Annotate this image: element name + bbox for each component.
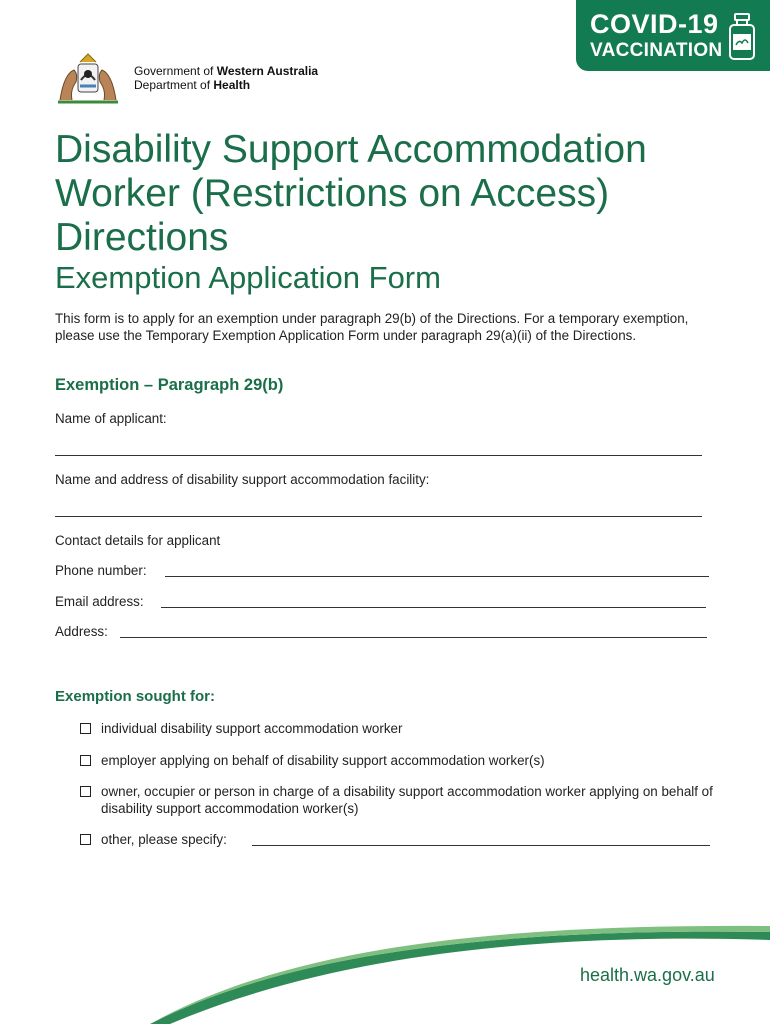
address-row bbox=[55, 624, 108, 639]
checkbox[interactable] bbox=[80, 786, 91, 797]
checkbox[interactable] bbox=[80, 755, 91, 766]
facility-label: Name and address of disability support accommodation facility: bbox=[55, 472, 430, 487]
option-owner-occupier[interactable]: owner, occupier or person in charge of a disability support accommodation worker applying on behalf of disability support accommodation worker(s) bbox=[80, 783, 730, 817]
applicant-name-label: Name of applicant: bbox=[55, 411, 167, 426]
government-logo bbox=[54, 50, 318, 106]
contact-details-label: Contact details for applicant bbox=[55, 533, 221, 548]
section-heading-paragraph-29b: Exemption – Paragraph 29(b) bbox=[55, 376, 284, 394]
badge-line2: VACCINATION bbox=[590, 40, 723, 61]
option-other[interactable]: other, please specify: bbox=[80, 831, 730, 848]
footer-swoosh-graphic bbox=[0, 880, 770, 1024]
address-label: Address: bbox=[55, 624, 108, 639]
coat-of-arms-icon bbox=[54, 50, 122, 106]
email-row bbox=[55, 594, 144, 609]
checkbox[interactable] bbox=[80, 834, 91, 845]
intro-paragraph: This form is to apply for an exemption under paragraph 29(b) of the Directions. For a temporary exemption, please use the Temporary Exemption Application Form under paragraph 29(a)(ii) of the Directions. bbox=[55, 311, 689, 343]
footer-url[interactable]: health.wa.gov.au bbox=[580, 965, 715, 985]
applicant-name-field[interactable] bbox=[55, 455, 702, 456]
vaccine-vial-icon bbox=[726, 12, 758, 62]
phone-field[interactable] bbox=[165, 576, 709, 577]
address-field[interactable] bbox=[120, 637, 707, 638]
section-heading-exemption-sought: Exemption sought for: bbox=[55, 688, 215, 705]
page-subtitle: Exemption Application Form bbox=[55, 260, 441, 295]
other-specify-field[interactable] bbox=[252, 845, 710, 846]
phone-row bbox=[55, 563, 147, 578]
covid-vaccination-badge bbox=[576, 0, 770, 71]
badge-line1: COVID-19 bbox=[590, 9, 719, 39]
checkbox[interactable] bbox=[80, 723, 91, 734]
phone-label: Phone number: bbox=[55, 563, 147, 578]
option-employer[interactable]: employer applying on behalf of disability support accommodation worker(s) bbox=[80, 752, 730, 769]
government-text: Government of Western Australia Department of Health bbox=[134, 64, 319, 92]
option-individual-worker[interactable]: individual disability support accommodation worker bbox=[80, 720, 730, 737]
email-label: Email address: bbox=[55, 594, 144, 609]
facility-field[interactable] bbox=[55, 516, 702, 517]
page-title: Disability Support Accommodation Worker (Restrictions on Access) Directions bbox=[55, 128, 647, 259]
email-field[interactable] bbox=[161, 607, 706, 608]
